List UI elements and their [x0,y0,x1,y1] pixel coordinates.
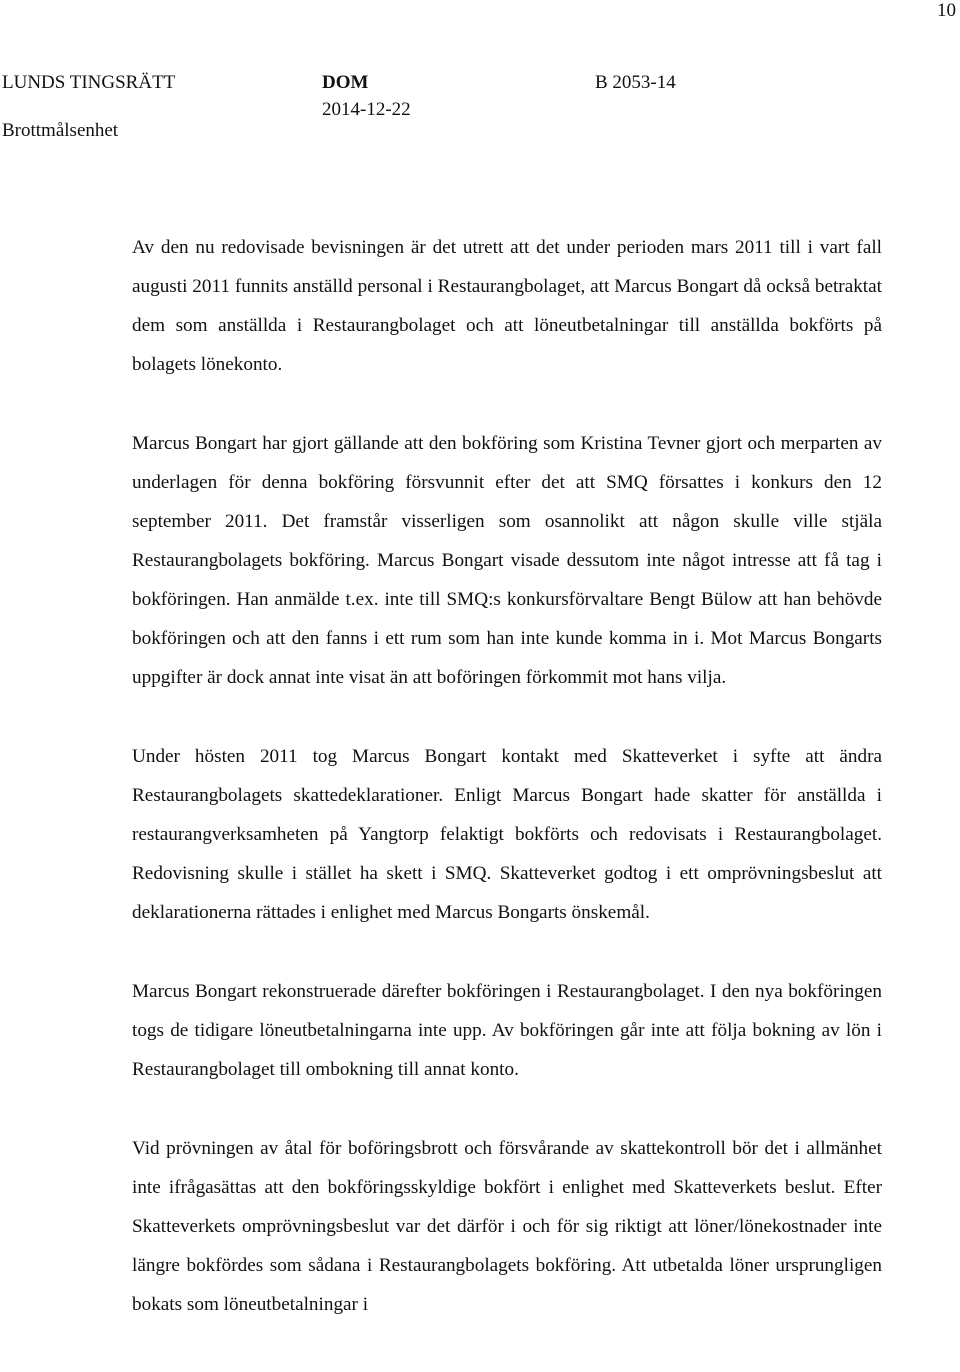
court-unit: Brottmålsenhet [2,120,119,141]
document-date: 2014-12-22 [322,99,411,120]
paragraph: Under hösten 2011 tog Marcus Bongart kontakt med Skatteverket i syfte att ändra Restaurangbolagets skattedeklarationer. Enligt Marcus Bongart hade skatter för anställda i restaurangverksamheten på Yangtorp felaktigt bokförts och redovisats i Restaurangbolaget. Redovisning skulle i stället ha skett i SMQ. Skatteverket godtog i ett omprövningsbeslut att deklarationerna rättades i enlighet med Marcus Bongarts önskemål. [132,746,882,923]
case-number: B 2053-14 [595,72,676,93]
paragraph: Av den nu redovisade bevisningen är det utrett att det under perioden mars 2011 till i vart fall augusti 2011 funnits anställd personal i Restaurangbolaget, att Marcus Bongart då också betraktat dem som anställda i Restaurangbolaget och att löneutbetalningar till anställda bokförts på bolagets lönekonto. [132,237,882,375]
paragraph: Vid prövningen av åtal för boföringsbrott och försvårande av skattekontroll bör det i allmänhet inte ifrågasättas att den bokföringsskyldige bokfört i enlighet med Skatteverkets beslut. Efter Skatteverkets omprövningsbeslut var det därför i och för sig riktigt att löner/lönekostnader inte längre bokfördes som sådana i Restaurangbolagets bokföring. Att utbetalda löner ursprungligen bokats som löneutbetalningar i [132,1138,882,1315]
paragraph: Marcus Bongart rekonstruerade därefter bokföringen i Restaurangbolaget. I den nya bokföringen togs de tidigare löneutbetalningarna inte upp. Av bokföringen går inte att följa bokning av lön i Restaurangbolaget till ombokning till annat konto. [132,981,882,1080]
page-number: 10 [937,0,956,21]
document-body [132,228,882,1364]
court-name: LUNDS TINGSRÄTT [2,72,176,93]
document-type: DOM [322,72,369,93]
paragraph: Marcus Bongart har gjort gällande att den bokföring som Kristina Tevner gjort och merparten av underlagen för denna bokföring försvunnit efter det att SMQ försattes i konkurs den 12 september 2011. Det framstår visserligen som osannolikt att någon skulle ville stjäla Restaurangbolagets bokföring. Marcus Bongart visade dessutom inte något intresse att få tag i bokföringen. Han anmälde t.ex. inte till SMQ:s konkursförvaltare Bengt Bülow att han behövde bokföringen och att den fanns i ett rum som han inte kunde komma in i. Mot Marcus Bongarts uppgifter är dock annat inte visat än att boföringen förkommit mot hans vilja. [132,433,882,688]
